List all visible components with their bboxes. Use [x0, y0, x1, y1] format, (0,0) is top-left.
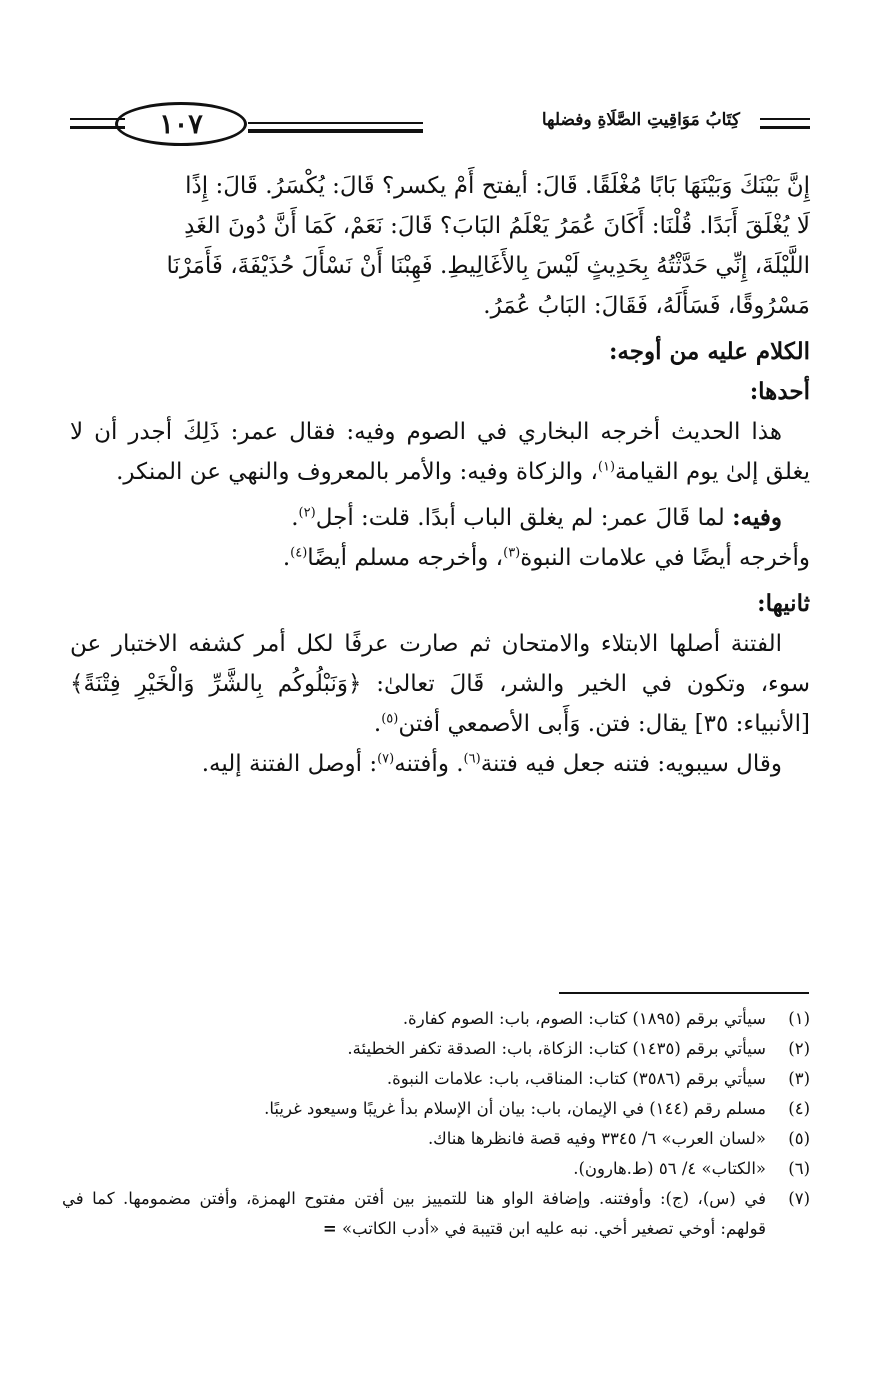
footnote-item: [62, 1034, 810, 1064]
footnote-text-body: في (س)، (ج): وأوفتنه. وإضافة الواو هنا للتمييز بين أفتن مفتوح الهمزة، وأفتن مضمومها. كما في قولهم: أوخي تصغير أخي. نبه عليه ابن قتيبة في «أدب الكاتب»: [62, 1189, 766, 1238]
paragraph-akhrajahu: [70, 538, 810, 578]
header-rule-right-top: [760, 118, 810, 120]
hadith-line-4: مَسْرُوقًا، فَسَأَلَهُ، فَقَالَ: البَابُ عُمَرُ.: [483, 293, 810, 319]
paragraph-akhrajahu-text-b: ، وأخرجه مسلم أيضًا: [307, 545, 504, 571]
hadith-line-3: اللَّيْلَةَ، إِنِّي حَدَّثْتُهُ بِحَدِيثٍ لَيْسَ بِالأَغَالِيطِ. فَهِبْنَا أَنْ نَسْأَلَ حُذَيْفَةَ، فَأَمَرْنَا: [166, 253, 810, 279]
subheading-second: ثانيها:: [757, 590, 810, 617]
header-rule-right-bottom: [760, 126, 810, 129]
page-header: [70, 96, 810, 156]
footnote-number: (١): [788, 1009, 810, 1028]
paragraph-wafihi-text-b: .: [291, 505, 299, 531]
footnote-item: [62, 1154, 810, 1184]
paragraph-wafihi-lead: وفيه:: [732, 504, 782, 531]
page-number-oval: [115, 102, 247, 146]
paragraph-sibawayh-text-a: وقال سيبويه: فتنه جعل فيه فتنة: [480, 751, 782, 777]
footnote-number: (٥): [788, 1129, 810, 1148]
page-number: ١٠٧: [159, 108, 203, 140]
paragraph-sibawayh: [70, 744, 810, 784]
paragraph-sibawayh-text-b: . وأفتنه: [394, 751, 464, 777]
footnote-ref-4[interactable]: (٤): [290, 545, 308, 561]
main-text: [70, 166, 810, 784]
footnote-ref-6[interactable]: (٦): [463, 751, 481, 767]
footnote-text: سيأتي برقم (٣٥٨٦) كتاب: المناقب، باب: علامات النبوة.: [386, 1069, 766, 1088]
footnotes: [62, 1004, 810, 1244]
footnote-text: سيأتي برقم (١٤٣٥) كتاب: الزكاة، باب: الصدقة تكفر الخطيئة.: [347, 1039, 766, 1058]
footnote-ref-1[interactable]: (١): [597, 459, 616, 475]
footnote-text: [62, 1184, 766, 1244]
footnote-ref-5[interactable]: (٥): [381, 711, 399, 727]
paragraph-wafihi-text-a: لما قَالَ عمر: لم يغلق الباب أبدًا. قلت: أجل: [315, 505, 733, 531]
subheading-first: أحدها:: [749, 378, 810, 405]
section-heading: الكلام عليه من أوجه:: [608, 338, 810, 365]
paragraph-fitna: [70, 624, 810, 744]
footnote-ref-2[interactable]: (٢): [298, 505, 316, 521]
paragraph-akhrajahu-text-c: .: [282, 545, 291, 571]
hadith-line-2: لَا يُغْلَقَ أَبَدًا. قُلْنَا: أَكَانَ عُمَرُ يَعْلَمُ البَابَ؟ قَالَ: نَعَمْ، كَمَا أَنَّ دُونَ الغَدِ: [184, 213, 810, 239]
header-rule-middle-bottom: [248, 129, 423, 133]
paragraph-fitna-text-b: .: [373, 711, 382, 737]
paragraph-fitna-text-a: الفتنة أصلها الابتلاء والامتحان ثم صارت عرفًا لكل أمر كشفه الاختبار عن سوء، وتكون في الخير والشر، قَالَ تعالىٰ: ﴿وَنَبْلُوكُم بِالشَّرِّ وَالْخَيْرِ فِتْنَةً﴾ [الأنبياء: ٣٥] يقال: فتن. وَأَبى الأصمعي أفتن: [70, 631, 810, 737]
footnote-number: (٦): [788, 1159, 810, 1178]
footnote-number: (٧): [788, 1189, 810, 1208]
paragraph-akhrajahu-text-a: وأخرجه أيضًا في علامات النبوة: [520, 545, 810, 571]
paragraph-first-text-b: ، والزكاة وفيه: والأمر بالمعروف والنهي عن المنكر.: [116, 459, 598, 485]
running-title: كِتَابُ مَوَاقِيتِ الصَّلَاةِ وفضلها: [541, 110, 740, 130]
footnote-number: (٤): [788, 1099, 810, 1118]
footnote-number: (٣): [788, 1069, 810, 1088]
footnote-item: [62, 1004, 810, 1034]
continuation-mark: =: [322, 1219, 337, 1238]
footnote-item: [62, 1094, 810, 1124]
hadith-line-1: إِنَّ بَيْنَكَ وَبَيْنَهَا بَابًا مُغْلَقًا. قَالَ: أيفتح أَمْ يكسر؟ قَالَ: يُكْسَرُ. قَالَ: إِذًا: [185, 173, 810, 199]
footnote-item: [62, 1064, 810, 1094]
footnote-separator: [559, 992, 809, 994]
footnote-text: مسلم رقم (١٤٤) في الإيمان، باب: بيان أن الإسلام بدأ غريبًا وسيعود غريبًا.: [264, 1099, 766, 1118]
footnote-ref-3[interactable]: (٣): [503, 545, 521, 561]
paragraph-wafihi: [70, 498, 810, 538]
footnote-item: [62, 1184, 810, 1244]
footnote-number: (٢): [788, 1039, 810, 1058]
paragraph-first: [70, 412, 810, 492]
footnote-text: سيأتي برقم (١٨٩٥) كتاب: الصوم، باب: الصوم كفارة.: [402, 1009, 766, 1028]
paragraph-sibawayh-text-c: : أوصل الفتنة إليه.: [201, 751, 378, 777]
footnote-text: «الكتاب» ٤/ ٥٦ (ط.هارون).: [573, 1159, 766, 1178]
footnote-item: [62, 1124, 810, 1154]
paragraph-first-text-a: هذا الحديث أخرجه البخاري في الصوم وفيه: فقال عمر: ذَلِكَ أجدر أن لا يغلق إلىٰ يوم القيامة: [70, 419, 810, 485]
footnote-text: «لسان العرب» ٦/ ٣٣٤٥ وفيه قصة فانظرها هناك.: [427, 1129, 766, 1148]
footnote-ref-7[interactable]: (٧): [377, 751, 395, 767]
header-rule-middle-top: [248, 122, 423, 124]
